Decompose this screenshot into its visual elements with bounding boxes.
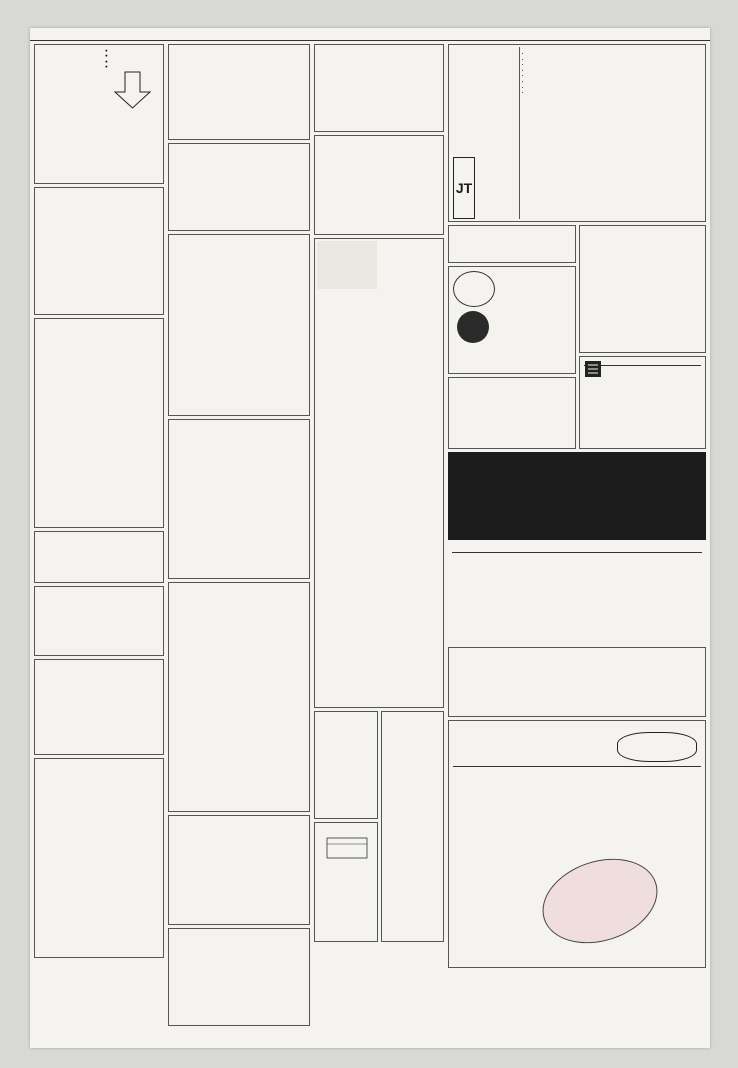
thanks-h bbox=[314, 135, 444, 235]
notice-c bbox=[168, 582, 310, 812]
van-der-starre-ad bbox=[579, 356, 706, 449]
ads-col-left bbox=[314, 711, 378, 945]
obituary-1 bbox=[34, 318, 164, 528]
notice-b bbox=[168, 419, 310, 579]
notice-d bbox=[168, 815, 310, 925]
notice-a2 bbox=[168, 143, 310, 231]
geld-graphic bbox=[319, 832, 373, 902]
obituary-3 bbox=[34, 586, 164, 656]
duimelot-ad bbox=[448, 720, 706, 968]
bottom-ads-3 bbox=[314, 711, 444, 945]
question-item: ● bbox=[105, 53, 108, 59]
vergadering-ad bbox=[448, 647, 706, 717]
promo-balloon bbox=[532, 845, 669, 958]
notice-a3 bbox=[168, 234, 310, 416]
jt-brand-block bbox=[451, 47, 520, 219]
page-header bbox=[30, 28, 710, 41]
jager-tolhoek-ad bbox=[448, 44, 706, 222]
linkerlisse-ad bbox=[448, 452, 706, 644]
thanks-g bbox=[314, 44, 444, 132]
exp-list-item bbox=[531, 89, 703, 95]
linkerlisse-foot bbox=[452, 552, 702, 553]
column-1 bbox=[34, 44, 164, 1044]
starre-logo-icon bbox=[584, 360, 602, 378]
exp-list-2 bbox=[523, 72, 703, 94]
woord-daad-ad bbox=[448, 377, 576, 449]
church-list-1 bbox=[317, 293, 377, 298]
wedding-announcement bbox=[34, 187, 164, 315]
psallite-ad bbox=[314, 711, 378, 819]
question-item: ● bbox=[105, 58, 108, 64]
newspaper-page bbox=[30, 28, 710, 1048]
expeditie-vacancy bbox=[523, 48, 703, 95]
devries-logo bbox=[457, 311, 489, 343]
church-schedule bbox=[314, 238, 444, 708]
exp-list bbox=[523, 50, 703, 72]
notice-e bbox=[168, 928, 310, 1026]
column-4 bbox=[448, 44, 706, 1044]
second-hand-ad bbox=[314, 822, 378, 942]
middle-ads bbox=[448, 225, 706, 449]
duimelot-logo-badge bbox=[617, 732, 697, 762]
obituary-2 bbox=[34, 531, 164, 583]
church-list-2 bbox=[381, 241, 441, 246]
question-item: ● bbox=[105, 64, 108, 70]
speech-bubble-icon bbox=[453, 271, 495, 307]
obituary-5 bbox=[34, 758, 164, 958]
fashion-ad bbox=[448, 266, 576, 374]
linkerlisse-info bbox=[448, 540, 706, 644]
question-item: ● bbox=[105, 48, 108, 53]
woord-text bbox=[505, 381, 571, 445]
column-3 bbox=[314, 44, 444, 1044]
obituary-4 bbox=[34, 659, 164, 755]
down-arrow-icon bbox=[105, 70, 160, 110]
ads-col-right bbox=[381, 711, 444, 945]
woord-logo bbox=[453, 381, 505, 445]
rd-ad bbox=[105, 48, 160, 117]
wallet-icon bbox=[319, 832, 375, 862]
van-daalen-ad bbox=[579, 225, 706, 353]
duimelot-top bbox=[453, 730, 701, 767]
vergaderingen-title bbox=[317, 241, 377, 289]
birth-announcement bbox=[34, 44, 164, 184]
jt-logo-icon: JT bbox=[453, 157, 475, 219]
boer-ad bbox=[448, 225, 576, 263]
column-2 bbox=[168, 44, 310, 1044]
church-list-3 bbox=[381, 711, 444, 942]
notice-a1 bbox=[168, 44, 310, 140]
